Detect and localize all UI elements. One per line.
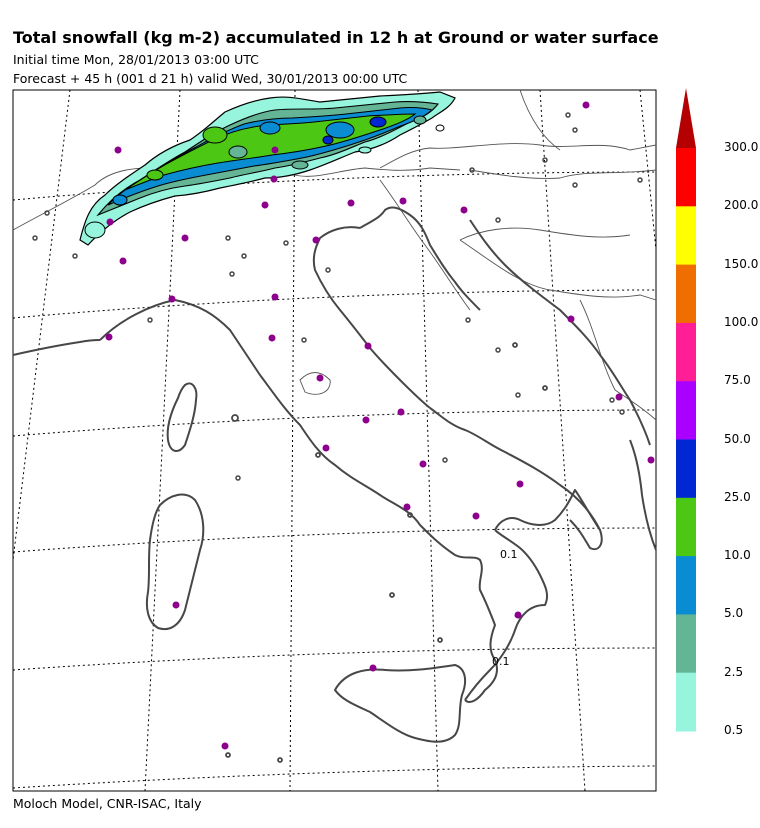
legend-block xyxy=(676,440,696,499)
station-dot xyxy=(323,445,330,452)
legend-block xyxy=(676,148,696,207)
station-dot xyxy=(272,294,279,301)
station-dot xyxy=(370,665,377,672)
legend-block xyxy=(676,265,696,324)
legend-block xyxy=(676,614,696,673)
station-dot xyxy=(616,394,623,401)
legend-block xyxy=(676,673,696,732)
contour-label: 0.1 xyxy=(492,655,510,668)
station-dot xyxy=(272,147,279,154)
initial-time-text: Initial time Mon, 28/01/2013 03:00 UTC xyxy=(13,52,259,67)
station-dot xyxy=(404,504,411,511)
station-dot xyxy=(169,296,176,303)
legend-block xyxy=(676,381,696,440)
station-dot xyxy=(365,343,372,350)
legend-colorbar xyxy=(676,88,696,732)
legend-level-label: 50.0 xyxy=(724,431,751,446)
station-dot xyxy=(473,513,480,520)
legend-level-label: 150.0 xyxy=(724,256,759,271)
station-dot xyxy=(271,176,278,183)
station-dot xyxy=(515,612,522,619)
legend-level-label: 5.0 xyxy=(724,606,744,621)
legend-block xyxy=(676,88,696,148)
station-dot xyxy=(648,457,655,464)
station-dot xyxy=(317,375,324,382)
station-dot xyxy=(461,207,468,214)
legend-level-label: 25.0 xyxy=(724,489,751,504)
station-dot xyxy=(517,481,524,488)
station-dot xyxy=(269,335,276,342)
station-dot xyxy=(568,316,575,323)
station-dot xyxy=(348,200,355,207)
station-dot xyxy=(173,602,180,609)
legend-level-label: 10.0 xyxy=(724,548,751,563)
legend-level-label: 100.0 xyxy=(724,314,759,329)
station-dot xyxy=(115,147,122,154)
legend-level-label: 75.0 xyxy=(724,373,751,388)
model-credit: Moloch Model, CNR-ISAC, Italy xyxy=(13,796,202,811)
legend-level-label: 2.5 xyxy=(724,664,744,679)
station-dot xyxy=(106,334,113,341)
legend-level-label: 200.0 xyxy=(724,198,759,213)
station-dot xyxy=(182,235,189,242)
station-dot xyxy=(222,743,229,750)
legend-level-label: 0.5 xyxy=(724,723,744,737)
station-dot xyxy=(120,258,127,265)
contour-label: 0.1 xyxy=(500,548,518,561)
station-dot xyxy=(583,102,590,109)
station-dot xyxy=(420,461,427,468)
legend-level-label: 300.0 xyxy=(724,140,759,154)
station-dot xyxy=(107,219,114,226)
legend-block xyxy=(676,323,696,382)
station-dot xyxy=(313,237,320,244)
legend-block xyxy=(676,498,696,557)
forecast-valid-text: Forecast + 45 h (001 d 21 h) valid Wed, 30/01/2013 00:00 UTC xyxy=(13,71,408,86)
legend-block xyxy=(676,206,696,265)
station-dot xyxy=(398,409,405,416)
station-dot xyxy=(262,202,269,209)
legend-block xyxy=(676,556,696,615)
station-dot xyxy=(400,198,407,205)
chart-title: Total snowfall (kg m-2) accumulated in 12 h at Ground or water surface xyxy=(13,28,659,47)
station-dot xyxy=(363,417,370,424)
